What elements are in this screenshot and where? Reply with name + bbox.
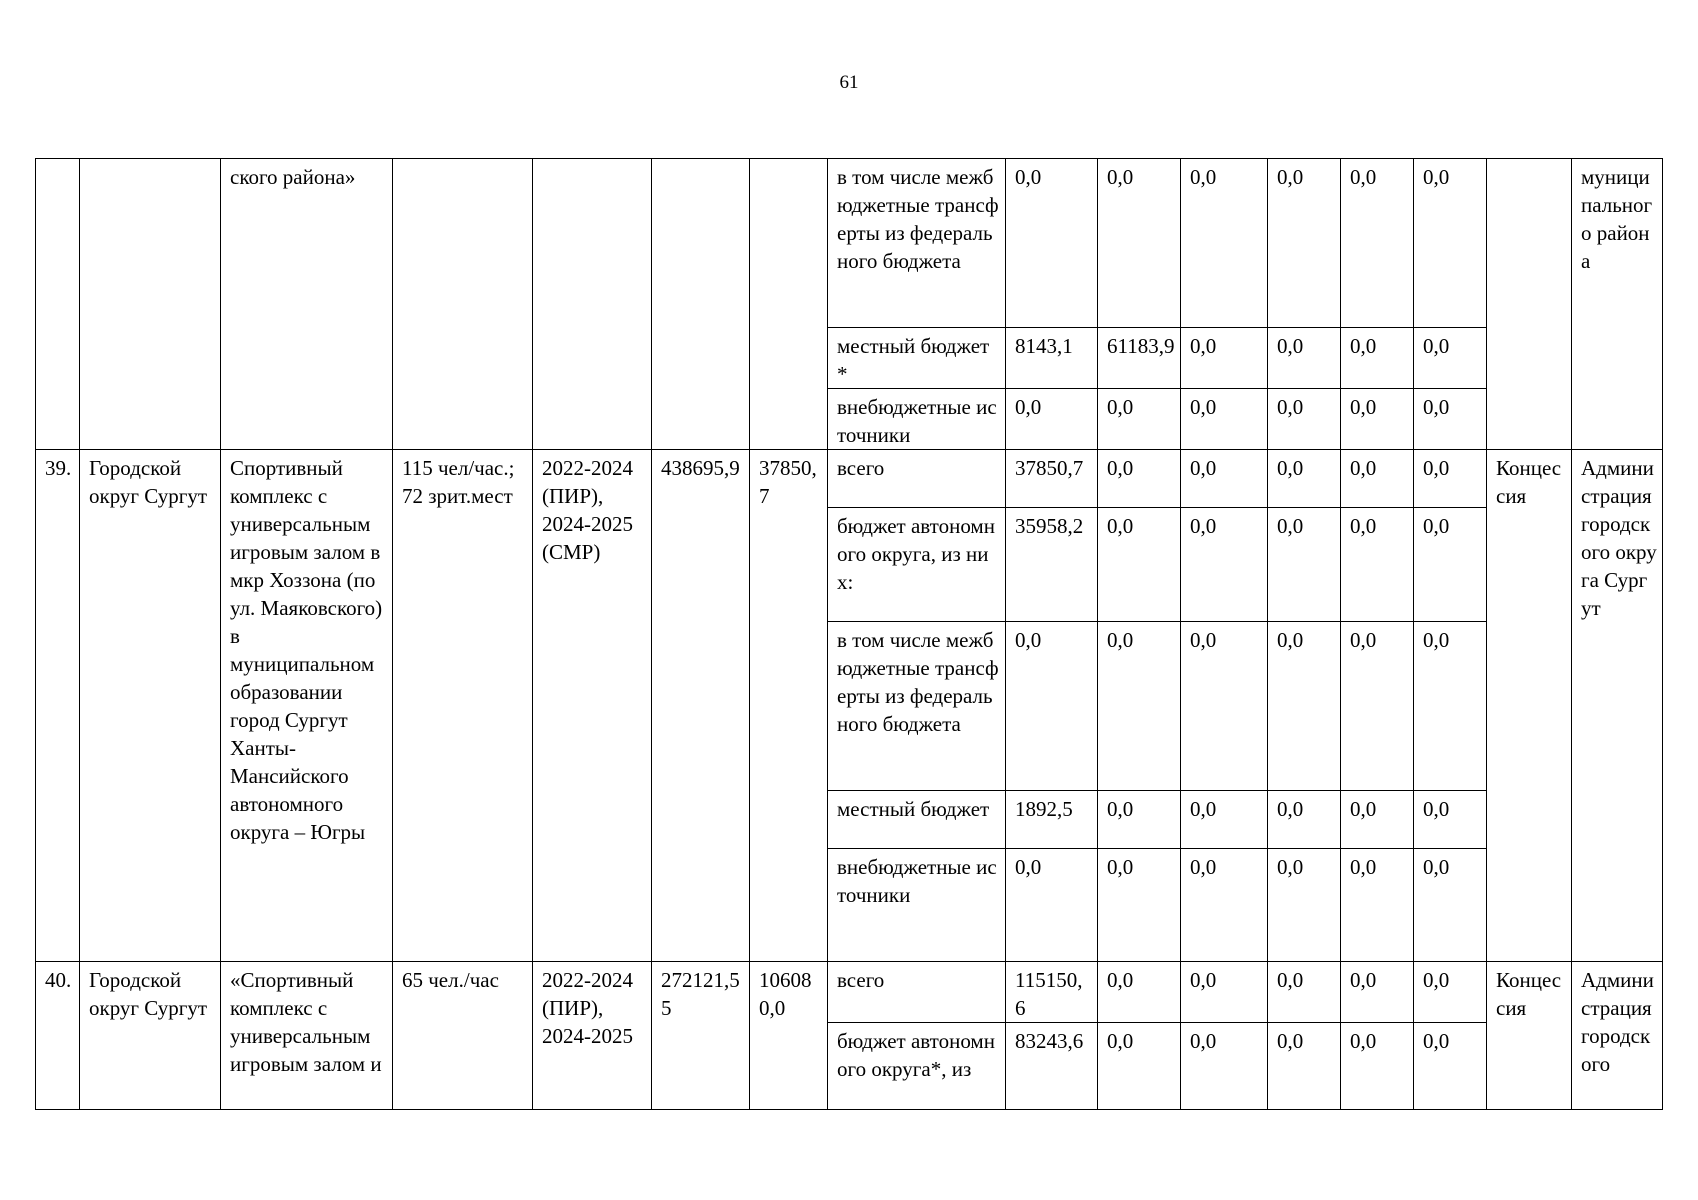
cell-total: [750, 159, 828, 450]
cell-value: 0,0: [1414, 622, 1487, 791]
cell-value: 0,0: [1181, 849, 1268, 962]
cell-source: всего: [828, 962, 1006, 1023]
cell-mechanism: Концессия: [1487, 450, 1572, 962]
cell-source: бюджет автономного округа*, из: [828, 1023, 1006, 1110]
cell-value: 115150,6: [1006, 962, 1098, 1023]
cell-value: 0,0: [1414, 849, 1487, 962]
cell-source: всего: [828, 450, 1006, 508]
cell-value: 83243,6: [1006, 1023, 1098, 1110]
cell-value: 0,0: [1341, 1023, 1414, 1110]
cell-value: 0,0: [1341, 159, 1414, 328]
page-number: 61: [839, 72, 859, 93]
cell-value: 0,0: [1268, 1023, 1341, 1110]
cell-cost: 272121,55: [652, 962, 750, 1110]
cell-num: 39.: [36, 450, 80, 962]
cell-value: 37850,7: [1006, 450, 1098, 508]
cell-value: 35958,2: [1006, 508, 1098, 622]
budget-table: [35, 158, 1663, 1110]
cell-value: 0,0: [1341, 328, 1414, 389]
cell-capacity: [393, 159, 533, 450]
table-row: [36, 450, 1663, 508]
cell-value: 0,0: [1098, 791, 1181, 849]
cell-org: Администрация городского: [1572, 962, 1663, 1110]
cell-value: 0,0: [1414, 508, 1487, 622]
cell-value: 0,0: [1341, 450, 1414, 508]
cell-value: 0,0: [1181, 450, 1268, 508]
cell-value: 0,0: [1181, 962, 1268, 1023]
cell-value: 1892,5: [1006, 791, 1098, 849]
cell-value: 0,0: [1098, 450, 1181, 508]
cell-source: в том числе межбюджетные трансферты из федерального бюджета: [828, 622, 1006, 791]
cell-value: 0,0: [1268, 328, 1341, 389]
cell-municipality: Городской округ Сургут: [80, 962, 221, 1110]
cell-value: 0,0: [1268, 389, 1341, 450]
cell-value: 0,0: [1181, 791, 1268, 849]
cell-municipality: Городской округ Сургут: [80, 450, 221, 962]
cell-value: 0,0: [1181, 508, 1268, 622]
cell-value: 0,0: [1341, 962, 1414, 1023]
cell-capacity: 115 чел/час.; 72 зрит.мест: [393, 450, 533, 962]
cell-value: 0,0: [1098, 508, 1181, 622]
cell-value: 0,0: [1181, 159, 1268, 328]
cell-org: муниципального района: [1572, 159, 1663, 450]
cell-value: 0,0: [1268, 508, 1341, 622]
cell-num: [36, 159, 80, 450]
cell-value: 0,0: [1414, 389, 1487, 450]
cell-cost: 438695,9: [652, 450, 750, 962]
cell-value: 0,0: [1006, 389, 1098, 450]
cell-period: 2022-2024 (ПИР), 2024-2025: [533, 962, 652, 1110]
cell-value: 0,0: [1098, 1023, 1181, 1110]
cell-value: 0,0: [1341, 849, 1414, 962]
cell-source: внебюджетные источники: [828, 389, 1006, 450]
cell-source: бюджет автономного округа, из них:: [828, 508, 1006, 622]
cell-value: 0,0: [1414, 791, 1487, 849]
cell-period: 2022-2024 (ПИР), 2024-2025 (СМР): [533, 450, 652, 962]
cell-source: внебюджетные источники: [828, 849, 1006, 962]
table-row: [36, 962, 1663, 1023]
cell-value: 0,0: [1414, 962, 1487, 1023]
cell-source: местный бюджет: [828, 791, 1006, 849]
cell-total: 37850,7: [750, 450, 828, 962]
cell-value: 0,0: [1341, 791, 1414, 849]
cell-value: 0,0: [1414, 159, 1487, 328]
cell-org: Администрация городского округа Сургут: [1572, 450, 1663, 962]
table-row: [36, 159, 1663, 328]
cell-value: 0,0: [1098, 962, 1181, 1023]
cell-source: местный бюджет *: [828, 328, 1006, 389]
cell-value: 0,0: [1414, 328, 1487, 389]
cell-value: 61183,9: [1098, 328, 1181, 389]
cell-value: 0,0: [1414, 1023, 1487, 1110]
cell-municipality: [80, 159, 221, 450]
cell-value: 0,0: [1268, 450, 1341, 508]
cell-capacity: 65 чел./час: [393, 962, 533, 1110]
cell-value: 0,0: [1181, 389, 1268, 450]
cell-value: 0,0: [1181, 622, 1268, 791]
cell-value: 0,0: [1268, 791, 1341, 849]
cell-value: 0,0: [1181, 1023, 1268, 1110]
cell-value: 0,0: [1341, 622, 1414, 791]
cell-object: ского района»: [221, 159, 393, 450]
cell-value: 0,0: [1098, 849, 1181, 962]
cell-source: в том числе межбюджетные трансферты из федерального бюджета: [828, 159, 1006, 328]
cell-cost: [652, 159, 750, 450]
cell-value: 8143,1: [1006, 328, 1098, 389]
cell-value: 0,0: [1098, 622, 1181, 791]
cell-value: 0,0: [1006, 849, 1098, 962]
cell-value: 0,0: [1268, 159, 1341, 328]
cell-period: [533, 159, 652, 450]
cell-value: 0,0: [1098, 389, 1181, 450]
cell-value: 0,0: [1341, 389, 1414, 450]
cell-object: «Спортивный комплекс с универсальным игровым залом и: [221, 962, 393, 1110]
cell-value: 0,0: [1006, 159, 1098, 328]
cell-mechanism: [1487, 159, 1572, 450]
cell-total: 106080,0: [750, 962, 828, 1110]
cell-value: 0,0: [1414, 450, 1487, 508]
cell-value: 0,0: [1341, 508, 1414, 622]
cell-value: 0,0: [1268, 962, 1341, 1023]
cell-num: 40.: [36, 962, 80, 1110]
cell-value: 0,0: [1098, 159, 1181, 328]
cell-object: Спортивный комплекс с универсальным игровым залом в мкр Хоззона (по ул. Маяковского) в муниципальном образовании город Сургут Ханты-Мансийского автономного округа – Югры: [221, 450, 393, 962]
cell-value: 0,0: [1268, 849, 1341, 962]
cell-value: 0,0: [1181, 328, 1268, 389]
cell-value: 0,0: [1006, 622, 1098, 791]
cell-value: 0,0: [1268, 622, 1341, 791]
cell-mechanism: Концессия: [1487, 962, 1572, 1110]
